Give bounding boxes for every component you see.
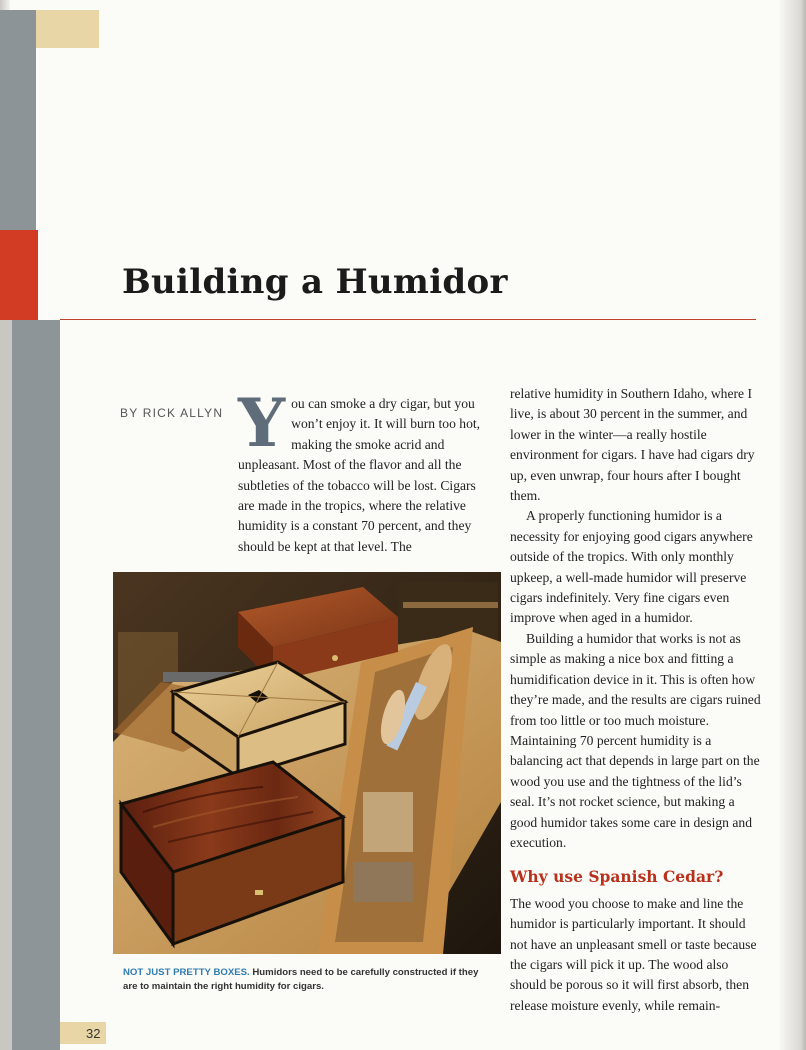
caption-lead: NOT JUST PRETTY BOXES. [123,967,250,978]
byline: BY RICK ALLYN [120,406,224,420]
paragraph-1-continued: relative humidity in Southern Idaho, where I live, is about 30 percent in the summer, and lower in the winter—a really hostile environment for cigars. I have had cigars dry up, even unwrap, four hours after I bought them. [510,386,755,504]
page-number: 32 [86,1026,101,1041]
paragraph-2: A properly functioning humidor is a necessity for enjoying good cigars anywhere outside of the tropics. With only monthly upkeep, a well-made humidor will preserve cigars indefinitely. Very fine cigars even improve when aged in a humidor. [510,508,753,626]
page-edge-shadow [780,0,806,1050]
body-column-1 [238,384,484,557]
sidebar-light-strip [0,320,12,1050]
sidebar-gray-block-top [0,10,36,230]
sidebar-red-block [0,230,38,320]
sidebar-tan-block [36,10,99,48]
humidor-photo-illustration [113,572,501,954]
photo-caption [123,966,491,994]
paragraph-1 [238,384,484,557]
drop-cap: Y [238,384,286,462]
humidor-photo [113,572,501,954]
article-title: Building a Humidor [122,262,508,302]
body-column-2 [510,384,764,1016]
sidebar-gray-block-bottom [12,320,60,1050]
paragraph-1-text: ou can smoke a dry cigar, but you won’t enjoy it. It will burn too hot, making the smoke acrid and unpleasant. Most of the flavor and all the subtleties of the tobacco will be lost. Cigars are made in the tropics, where the relative humidity is a constant 70 percent, and they should be kept at that level. The [238,396,481,554]
section-heading: Why use Spanish Cedar? [510,867,724,887]
caption-text: Humidors need to be carefully constructed if they are to maintain the right humidity for cigars. [123,967,479,992]
title-rule [60,319,756,320]
paragraph-4: The wood you choose to make and line the humidor is particularly important. It should not have an unpleasant smell or taste because the cigars will pick it up. The wood also should be porous so it will first absorb, then release moisture evenly, while remain- [510,895,757,1013]
paragraph-3: Building a humidor that works is not as simple as making a nice box and fitting a humidification device in it. This is often how they’re made, and the results are cigars ruined from too little or too much moisture. Maintaining 70 percent humidity is a balancing act that depends in large part on the wood you use and the tightness of the lid’s seal. It’s not rocket science, but making a good humidor takes some care in design and execution. [510,630,761,850]
